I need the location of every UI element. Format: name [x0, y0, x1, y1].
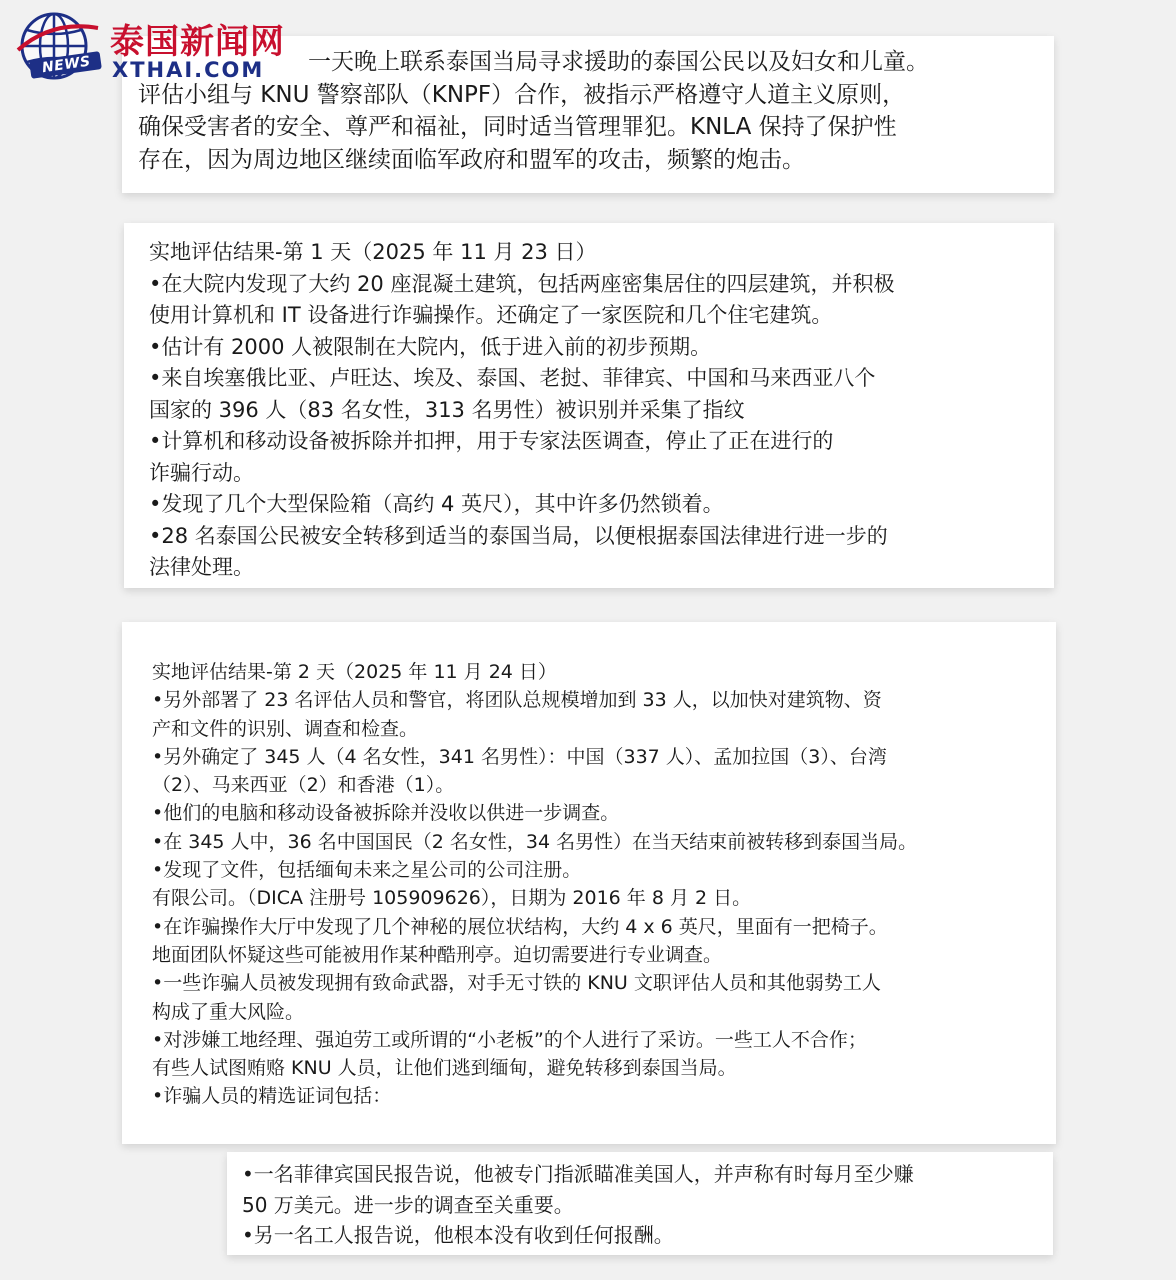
- text-line: （2）、马来西亚（2）和香港（1）。: [152, 774, 455, 797]
- site-logo: [8, 8, 308, 88]
- text-line: 评估小组与 KNU 警察部队（KNPF）合作，被指示严格遵守人道主义原则，: [138, 81, 906, 108]
- text-line: •他们的电脑和移动设备被拆除并没收以供进一步调查。: [152, 802, 620, 825]
- news-ribbon: NEWS: [29, 51, 102, 79]
- text-line: •另外确定了 345 人（4 名女性，341 名男性）：中国（337 人）、孟加拉国（3）、台湾: [152, 745, 887, 768]
- text-line: 产和文件的识别、调查和检查。: [152, 717, 419, 740]
- text-line: •在大院内发现了大约 20 座混凝土建筑，包括两座密集居住的四层建筑，并积极: [149, 271, 895, 296]
- text-line: 一天晚上联系泰国当局寻求援助的泰国公民以及妇女和儿童。: [308, 49, 929, 75]
- text-line: 存在，因为周边地区继续面临军政府和盟军的攻击，频繁的炮击。: [138, 146, 805, 173]
- brand-name-cn: 泰国新闻网: [110, 22, 285, 62]
- text-line: 有些人试图贿赂 KNU 人员，让他们逃到缅甸，避免转移到泰国当局。: [152, 1057, 737, 1080]
- text-line: 有限公司。（DICA 注册号 105909626），日期为 2016 年 8 月 2 日。: [152, 887, 752, 910]
- text-line: •发现了几个大型保险箱（高约 4 英尺），其中许多仍然锁着。: [149, 492, 724, 516]
- text-line: 确保受害者的安全、尊严和福祉，同时适当管理罪犯。KNLA 保持了保护性: [138, 114, 897, 140]
- text-card-testimonies: [227, 1152, 1053, 1255]
- text-line: 诈骗行动。: [149, 460, 254, 485]
- text-line: •计算机和移动设备被拆除并扣押，用于专家法医调查，停止了正在进行的: [149, 429, 834, 453]
- text-card-day2: [122, 622, 1056, 1144]
- text-line: 构成了重大风险。: [152, 1000, 305, 1023]
- text-line: 使用计算机和 IT 设备进行诈骗操作。还确定了一家医院和几个住宅建筑。: [149, 303, 833, 327]
- section-heading: 实地评估结果-第 2 天（2025 年 11 月 24 日）: [152, 661, 557, 683]
- text-line: 国家的 396 人（83 名女性，313 名男性）被识别并采集了指纹: [149, 397, 745, 422]
- text-line: 50 万美元。进一步的调查至关重要。: [242, 1192, 574, 1217]
- text-line: •一些诈骗人员被发现拥有致命武器，对手无寸铁的 KNU 文职评估人员和其他弱势工人: [152, 972, 881, 995]
- text-line: •另一名工人报告说，他根本没有收到任何报酬。: [242, 1223, 674, 1247]
- text-line: •在诈骗操作大厅中发现了几个神秘的展位状结构，大约 4 x 6 英尺，里面有一把椅子。: [152, 915, 888, 938]
- text-line: •28 名泰国公民被安全转移到适当的泰国当局，以便根据泰国法律进行进一步的: [149, 523, 888, 548]
- text-line: •发现了文件，包括缅甸未来之星公司的公司注册。: [152, 859, 582, 882]
- section-heading: 实地评估结果-第 1 天（2025 年 11 月 23 日）: [149, 240, 597, 264]
- text-line: •一名菲律宾国民报告说，他被专门指派瞄准美国人，并声称有时每月至少赚: [242, 1162, 914, 1186]
- text-line: •另外部署了 23 名评估人员和警官，将团队总规模增加到 33 人，以加快对建筑物、资: [152, 689, 882, 712]
- text-line: •来自埃塞俄比亚、卢旺达、埃及、泰国、老挝、菲律宾、中国和马来西亚八个: [149, 366, 876, 390]
- text-line: •诈骗人员的精选证词包括：: [152, 1085, 392, 1108]
- text-line: •在 345 人中，36 名中国国民（2 名女性，34 名男性）在当天结束前被转移到泰国当局。: [152, 830, 918, 853]
- text-line: 法律处理。: [149, 555, 254, 579]
- text-line: •估计有 2000 人被限制在大院内，低于进入前的初步预期。: [149, 334, 712, 359]
- text-card-day1: [124, 223, 1054, 588]
- brand-name-en: XTHAI.COM: [112, 58, 265, 82]
- text-line: •对涉嫌工地经理、强迫劳工或所谓的“小老板”的个人进行了采访。一些工人不合作；: [152, 1028, 867, 1051]
- text-line: 地面团队怀疑这些可能被用作某种酷刑亭。迫切需要进行专业调查。: [152, 943, 723, 966]
